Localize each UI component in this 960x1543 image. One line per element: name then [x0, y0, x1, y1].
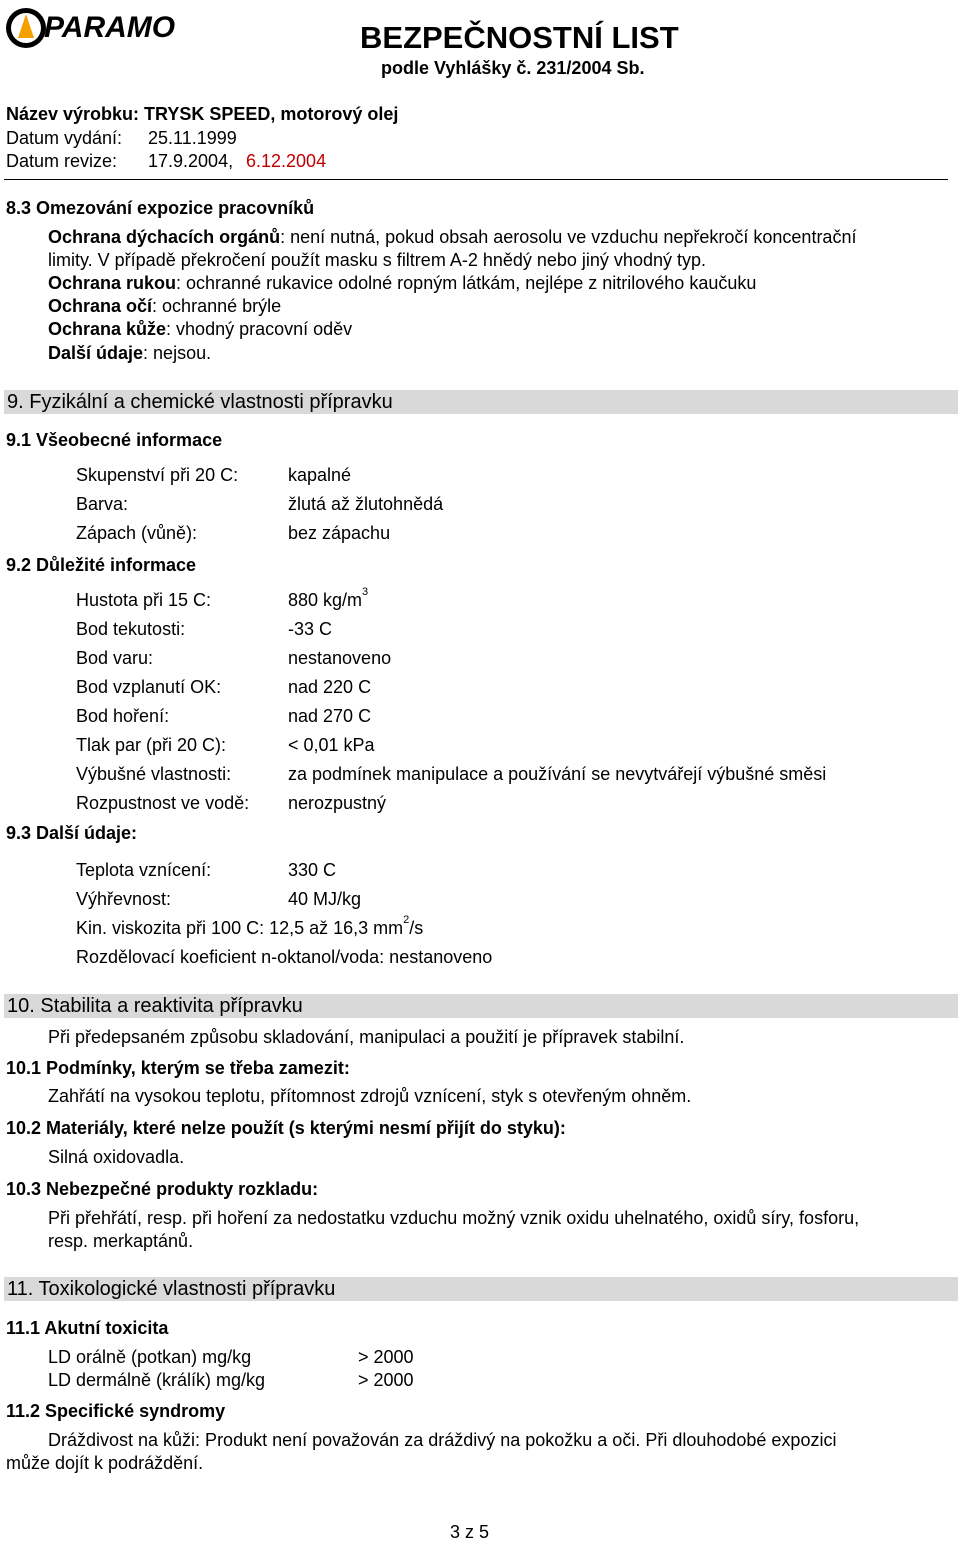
- section-11-2-text-1: Dráždivost na kůži: Produkt není považován za dráždivý na pokožku a oči. Při dlouhodobé expozici: [48, 1430, 837, 1450]
- section-9-1-title: 9.1 Všeobecné informace: [6, 430, 223, 450]
- section-8-3-title: 8.3 Omezování expozice pracovníků: [6, 198, 315, 218]
- important-label-2: Bod vzplanutí OK:: [76, 677, 222, 697]
- other-value-0: 330 C: [288, 860, 337, 880]
- section-10-3-title: 10.3 Nebezpečné produkty rozkladu:: [6, 1179, 319, 1199]
- important-value-4: < 0,01 kPa: [288, 735, 375, 755]
- section-10-1-title: 10.1 Podmínky, kterým se třeba zamezit:: [6, 1058, 350, 1078]
- important-value-1: nestanoveno: [288, 648, 392, 668]
- acute-label-1: LD dermálně (králík) mg/kg: [48, 1370, 266, 1390]
- general-value-2: bez zápachu: [288, 523, 391, 543]
- revision-date-1: 17.9.2004,: [148, 151, 234, 171]
- eye-protection: Ochrana očí: ochranné brýle: [48, 296, 282, 316]
- acute-label-0: LD orálně (potkan) mg/kg: [48, 1347, 252, 1367]
- important-label-3: Bod hoření:: [76, 706, 170, 726]
- density-value: 880 $kg/m^3$: [288, 586, 369, 610]
- important-value-5: za podmínek manipulace a používání se nevytvářejí výbušné směsi: [288, 764, 827, 784]
- header-divider: [4, 179, 948, 180]
- important-value-2: nad 220 C: [288, 677, 372, 697]
- section-9-3-title: 9.3 Další údaje:: [6, 823, 138, 843]
- section-11-2-text-2: může dojít k podráždění.: [6, 1453, 204, 1473]
- acute-value-1: > 2000: [358, 1370, 414, 1390]
- section-11-2-title: 11.2 Specifické syndromy: [6, 1401, 226, 1421]
- section-9-2-title: 9.2 Důležité informace: [6, 555, 197, 575]
- other-data: Další údaje: nejsou.: [48, 343, 212, 363]
- general-value-0: kapalné: [288, 465, 352, 485]
- section-10-3-text-1: Při přehřátí, resp. při hoření za nedostatku vzduchu možný vznik oxidu uhelnatého, oxidů síry, fosforu,: [48, 1208, 860, 1228]
- revision-date-2: 6.12.2004: [246, 151, 327, 171]
- important-label-0: Bod tekutosti:: [76, 619, 186, 639]
- important-label-4: Tlak par (při 20 C):: [76, 735, 227, 755]
- section-10-2-text: Silná oxidovadla.: [48, 1147, 185, 1167]
- doc-subtitle: podle Vyhlášky č. 231/2004 Sb.: [381, 58, 645, 78]
- skin-protection: Ochrana kůže: vhodný pracovní oděv: [48, 319, 353, 339]
- section-10-2-title: 10.2 Materiály, které nelze použít (s kterými nesmí přijít do styku):: [6, 1118, 566, 1138]
- section-10-band: [4, 994, 958, 1018]
- acute-value-0: > 2000: [358, 1347, 414, 1367]
- important-label-1: Bod varu:: [76, 648, 154, 668]
- section-9-band: [4, 390, 958, 414]
- viscosity: Kin. viskozita při 100 C: 12,5 až 16,3 $mm^2/s$: [76, 914, 424, 938]
- section-11-title: 11. Toxikologické vlastnosti přípravku: [7, 1278, 336, 1300]
- important-value-6: nerozpustný: [288, 793, 387, 813]
- product-name: Název výrobku: TRYSK SPEED, motorový olej: [6, 104, 399, 124]
- section-9-title: 9. Fyzikální a chemické vlastnosti přípravku: [7, 391, 393, 413]
- general-label-2: Zápach (vůně):: [76, 523, 198, 543]
- respiratory-protection: Ochrana dýchacích orgánů: není nutná, pokud obsah aerosolu ve vzduchu nepřekročí koncentrační: [48, 227, 857, 247]
- section-11-band: [4, 1277, 958, 1301]
- partition-coefficient: Rozdělovací koeficient n-oktanol/voda: nestanoveno: [76, 947, 493, 967]
- general-label-0: Skupenství při 20 C:: [76, 465, 239, 485]
- brand-text: PARAMO: [44, 11, 176, 44]
- paramo-logo: [4, 4, 204, 59]
- section-10-title: 10. Stabilita a reaktivita přípravku: [7, 995, 303, 1017]
- density-label: Hustota při 15 C:: [76, 590, 212, 610]
- important-value-3: nad 270 C: [288, 706, 372, 726]
- other-label-0: Teplota vznícení:: [76, 860, 212, 880]
- hand-protection: Ochrana rukou: ochranné rukavice odolné ropným látkám, nejlépe z nitrilového kaučuku: [48, 273, 757, 293]
- respiratory-protection-cont: limity. V případě překročení použít masku s filtrem A-2 hnědý nebo jiný vhodný typ.: [48, 250, 706, 270]
- general-label-1: Barva:: [76, 494, 129, 514]
- section-10-3-text-2: resp. merkaptánů.: [48, 1231, 194, 1251]
- other-value-1: 40 MJ/kg: [288, 889, 362, 909]
- important-label-5: Výbušné vlastnosti:: [76, 764, 232, 784]
- section-10-1-text: Zahřátí na vysokou teplotu, přítomnost zdrojů vznícení, styk s otevřeným ohněm.: [48, 1086, 692, 1106]
- doc-title: BEZPEČNOSTNÍ LIST: [360, 20, 679, 55]
- section-11-1-title: 11.1 Akutní toxicita: [6, 1318, 169, 1338]
- issue-date: 25.11.1999: [148, 128, 237, 148]
- stability-intro: Při předepsaném způsobu skladování, manipulaci a použití je přípravek stabilní.: [48, 1027, 685, 1047]
- other-label-1: Výhřevnost:: [76, 889, 172, 909]
- issue-date-label: Datum vydání:: [6, 128, 123, 148]
- general-value-1: žlutá až žlutohnědá: [288, 494, 444, 514]
- important-value-0: -33 C: [288, 619, 333, 639]
- revision-date-label: Datum revize:: [6, 151, 118, 171]
- important-label-6: Rozpustnost ve vodě:: [76, 793, 250, 813]
- page-number: 3 z 5: [450, 1522, 490, 1542]
